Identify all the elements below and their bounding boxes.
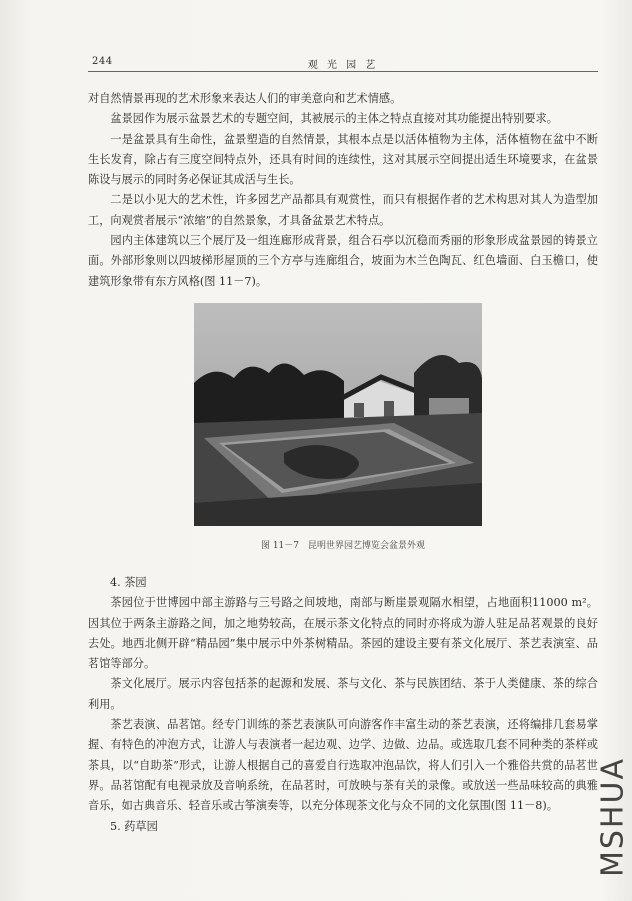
page-number: 244 [92, 56, 113, 67]
paragraph: 盆景园作为展示盆景艺术的专题空间，其被展示的主体之特点直接对其功能提出特别要求。 [110, 112, 558, 126]
paragraph: 园内主体建筑以三个展厅及一组连廊形成背景，组合石亭以沉稳而秀丽的形象形成盆景园的铸景立面。外部形象则以四坡梯形屋顶的三个方亭与连廊组合，坡面为木兰色陶瓦、红色墙面、白玉檐口，使建筑形象带有东方风格(图 11－7)。 [88, 234, 598, 288]
section-heading-tea-garden: 4. 茶园 [110, 576, 147, 589]
figure-caption: 图 11－7 昆明世界园艺博览会盆景外观 [260, 541, 426, 551]
paragraph: 一是盆景具有生命性，盆景塑造的自然情景，其根本点是以活体植物为主体，活体植物在盆中不断生长发育，除占有三度空间特点外，还具有时间的连续性，这对其展示空间提出适生环境要求，在盆景陈设与展示的同时务必保证其成活与生长。 [88, 132, 598, 187]
watermark: MSHUA [595, 757, 631, 877]
bonsai-garden-photo [194, 303, 482, 526]
paragraph: 对自然情景再现的艺术形象来表达人们的审美意向和艺术情感。 [88, 92, 402, 105]
paragraph: 二是以小见大的艺术性，许多园艺产品都具有观赏性，而只有根据作者的艺术构思对其人为造型加工，向观赏者展示“浓缩”的自然景象，才具备盆景艺术特点。 [88, 193, 598, 227]
section-heading-herb-garden: 5. 药草园 [110, 819, 158, 833]
figure-photo [194, 303, 482, 526]
paragraph: 茶园位于世博园中部主游路与三号路之间坡地，南部与断崖景观隔水相望，占地面积11000 m²。因其位于两条主游路之间，加之地势较高，在展示茶文化特点的同时亦将成为游人驻足品茗观景的良好去处。地西北侧开辟“精品园”集中展示中外茶树精品。茶园的建设主要有茶文化展厅、茶艺表演室、品茗馆等部分。 [88, 596, 598, 671]
paragraph: 茶文化展厅。展示内容包括茶的起源和发展、茶与文化、茶与民族团结、茶于人类健康、茶的综合利用。 [88, 677, 598, 711]
page-header [88, 53, 598, 72]
paragraph: 茶艺表演、品茗馆。经专门训练的茶艺表演队可向游客作丰富生动的茶艺表演，还将编排几套易掌握、有特色的冲泡方式，让游人与表演者一起边观、边学、边做、边品。或选取几套不同种类的茶样或茶具，以“自助茶”形式，让游人根据自己的喜爱自行选取冲泡品饮，将人们引入一个雅俗共赏的品茗世界。品茗馆配有电视录放及音响系统，在品茗时，可放映与茶有关的录像。或放送一些品味较高的典雅音乐，如古典音乐、轻音乐或古筝演奏等，以充分体现茶文化与众不同的文化氛围(图 11－8)。 [88, 718, 598, 813]
running-title: 观 光 园 艺 [307, 60, 379, 71]
body-text-bottom [88, 573, 598, 837]
body-text-top [88, 89, 598, 292]
